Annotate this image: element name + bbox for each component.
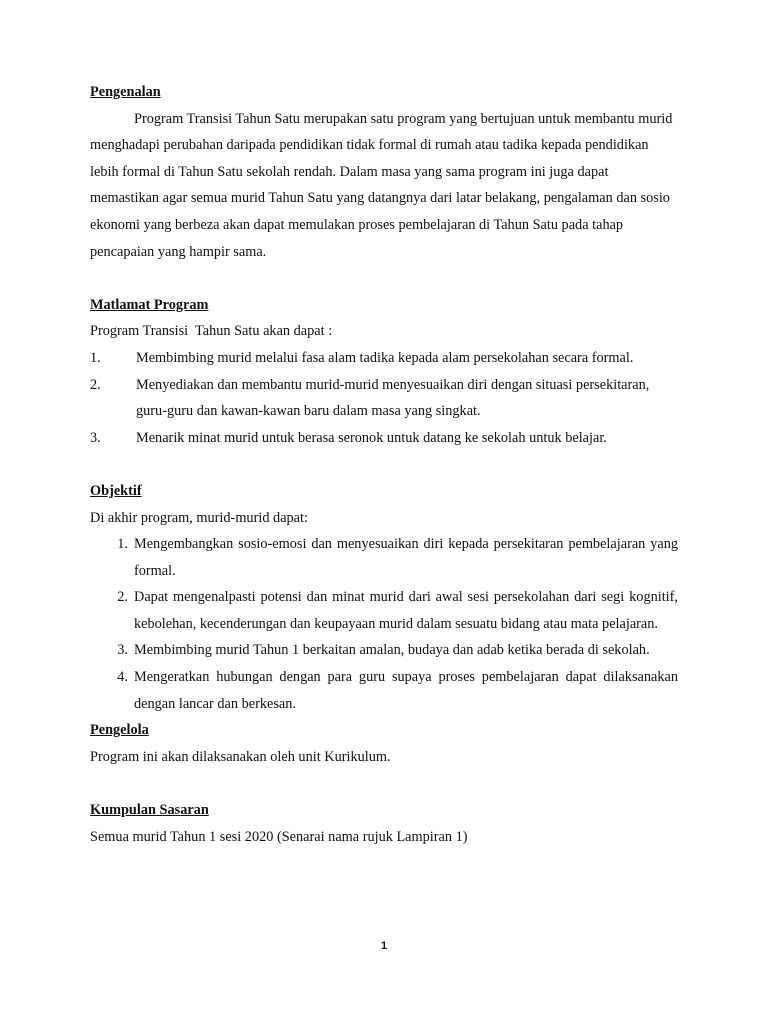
heading-pengenalan: Pengenalan <box>90 84 161 100</box>
list-text: Mengeratkan hubungan dengan para guru supaya proses pembelajaran dapat dilaksanakan dengan lancar dan berkesan. <box>134 669 678 712</box>
heading-objektif: Objektif <box>90 482 142 499</box>
list-item <box>90 345 678 372</box>
sasaran-text: Semua murid Tahun 1 sesi 2020 (Senarai nama rujuk Lampiran 1) <box>90 828 468 845</box>
heading-kumpulan-sasaran: Kumpulan Sasaran <box>90 802 209 819</box>
list-text: Dapat mengenalpasti potensi dan minat murid dari awal sesi persekolahan dari segi kognitif, kebolehan, kecenderungan dan keupayaan murid dalam sesuatu bidang atau mata pelajaran. <box>134 589 678 632</box>
list-text: Membimbing murid Tahun 1 berkaitan amalan, budaya dan adab ketika berada di sekolah. <box>134 642 650 659</box>
pengenalan-paragraph: Program Transisi Tahun Satu merupakan satu program yang bertujuan untuk membantu murid menghadapi perubahan daripada pendidikan tidak formal di rumah atau tadika kepada pendidikan lebih formal di Tahun Satu sekolah rendah. Dalam masa yang sama program ini juga dapat memastikan agar semua murid Tahun Satu yang datangnya dari latar belakang, pengalaman dan sosio ekonomi yang berbeza akan dapat memulakan proses pembelajaran di Tahun Satu pada tahap pencapaian yang hampir sama. <box>90 110 673 260</box>
list-number: 3. <box>117 642 128 659</box>
list-item <box>90 637 678 664</box>
objektif-lead: Di akhir program, murid-murid dapat: <box>90 509 308 526</box>
list-number: 2. <box>90 376 101 393</box>
list-number: 1. <box>117 536 128 553</box>
spacer <box>90 770 678 797</box>
list-text: Membimbing murid melalui fasa alam tadika kepada alam persekolahan secara formal. <box>136 349 634 366</box>
pengelola-text: Program ini akan dilaksanakan oleh unit Kurikulum. <box>90 748 391 765</box>
list-item <box>90 425 678 452</box>
list-text: Mengembangkan sosio-emosi dan menyesuaikan diri kepada persekitaran pembelajaran yang formal. <box>134 536 678 579</box>
list-number: 3. <box>90 429 101 446</box>
list-item <box>90 372 678 425</box>
matlamat-list <box>90 345 678 451</box>
page-number: 1 <box>380 940 388 952</box>
list-number: 4. <box>117 669 128 686</box>
list-text: Menyediakan dan membantu murid-murid menyesuaikan diri dengan situasi persekitaran, guru-guru dan kawan-kawan baru dalam masa yang singkat. <box>136 376 650 420</box>
heading-matlamat: Matlamat Program <box>90 296 209 313</box>
list-text: Menarik minat murid untuk berasa seronok untuk datang ke sekolah untuk belajar. <box>136 429 607 446</box>
heading-pengelola: Pengelola <box>90 722 149 739</box>
objektif-list <box>90 531 678 717</box>
matlamat-lead: Program Transisi Tahun Satu akan dapat : <box>90 323 333 340</box>
list-item <box>90 531 678 584</box>
spacer <box>90 451 678 478</box>
list-item <box>90 584 678 637</box>
spacer <box>90 265 678 292</box>
list-number: 1. <box>90 349 101 366</box>
document-page <box>90 79 678 850</box>
list-number: 2. <box>117 589 128 606</box>
list-item <box>90 664 678 717</box>
